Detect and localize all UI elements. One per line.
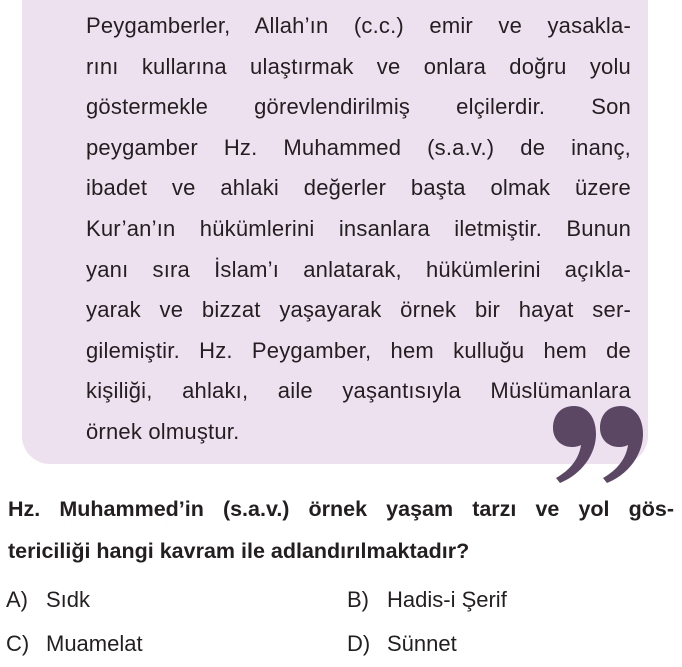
option-letter: B) — [347, 587, 369, 612]
passage-text — [86, 6, 631, 453]
passage-box — [22, 0, 648, 464]
question-line: tericiliği hangi kavram ile adlandırılmaktadır? — [8, 539, 470, 563]
passage-line: Peygamberler, Allah’ın (c.c.) emir ve yasakla- — [86, 13, 631, 38]
passage-line: ibadet ve ahlaki değerler başta olmak üzere — [86, 175, 631, 201]
passage-line: yanı sıra İslam’ı anlatarak, hükümlerini açıkla- — [86, 256, 631, 282]
passage-line: peygamber Hz. Muhammed (s.a.v.) de inanç, — [86, 134, 631, 160]
option-text: Sıdk — [46, 587, 91, 612]
option-a[interactable] — [6, 584, 90, 616]
option-b[interactable] — [347, 584, 507, 616]
passage-line: göstermekle görevlendirilmiş elçilerdir. Son — [86, 94, 631, 120]
option-c[interactable] — [6, 628, 143, 660]
option-text: Muamelat — [46, 631, 143, 656]
passage-line: örnek olmuştur. — [86, 418, 240, 444]
passage-line: Kur’an’ın hükümlerini insanlara iletmiştir. Bunun — [86, 215, 631, 241]
passage-line: kişiliği, ahlakı, aile yaşantısıyla Müslümanlara — [86, 378, 631, 404]
option-text: Hadis-i Şerif — [387, 587, 507, 612]
passage-line: rını kullarına ulaştırmak ve onlara doğru yolu — [86, 53, 631, 79]
option-letter: C) — [6, 631, 30, 656]
option-letter: D) — [347, 631, 371, 656]
question-text — [8, 488, 674, 572]
closing-quote-icon — [552, 404, 644, 484]
option-text: Sünnet — [387, 631, 457, 656]
passage-line: yarak ve bizzat yaşayarak örnek bir hayat ser- — [86, 297, 631, 323]
question-line: Hz. Muhammed’in (s.a.v.) örnek yaşam tarzı ve yol gös- — [8, 497, 674, 521]
passage-line: gilemiştir. Hz. Peygamber, hem kulluğu hem de — [86, 337, 631, 363]
option-letter: A) — [6, 587, 28, 612]
option-d[interactable] — [347, 628, 457, 660]
